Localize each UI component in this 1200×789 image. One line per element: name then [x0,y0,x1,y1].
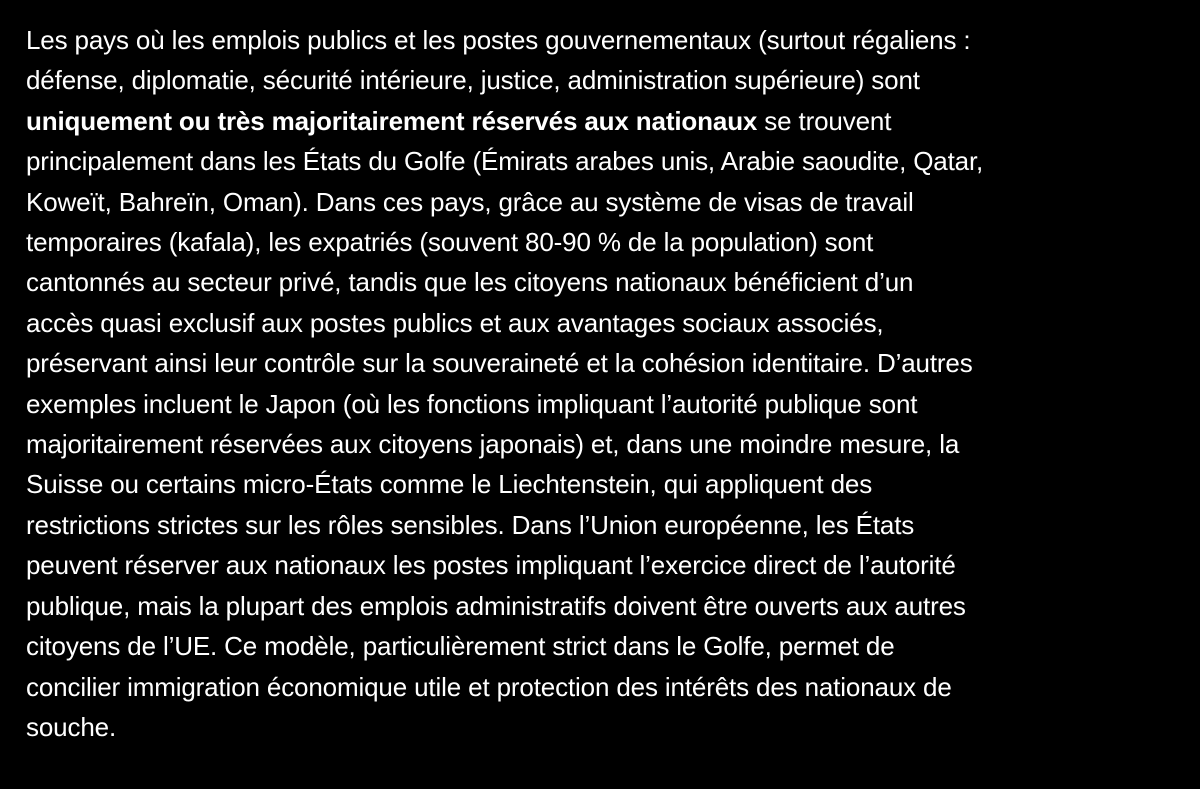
message-text [26,20,1186,747]
message-line: accès quasi exclusif aux postes publics et aux avantages sociaux associés, [26,307,884,338]
message-line: peuvent réserver aux nationaux les postes impliquant l’exercice direct de l’autorité [26,550,956,581]
bold-phrase: uniquement ou très majoritairement réservés aux nationaux [26,105,758,136]
message-line: préservant ainsi leur contrôle sur la souveraineté et la cohésion identitaire. D’autres [26,348,973,379]
message-line: Suisse ou certains micro-États comme le Liechtenstein, qui appliquent des [26,469,873,500]
message-line-rest: se trouvent [757,105,892,136]
message-line: principalement dans les États du Golfe (Émirats arabes unis, Arabie saoudite, Qatar, [26,146,984,177]
message-line: Les pays où les emplois publics et les postes gouvernementaux (surtout régaliens : [26,25,971,55]
message-line: Koweït, Bahreïn, Oman). Dans ces pays, grâce au système de visas de travail [26,186,914,217]
message-line: citoyens de l’UE. Ce modèle, particulièrement strict dans le Golfe, permet de [26,631,895,662]
message-line: publique, mais la plupart des emplois administratifs doivent être ouverts aux autres [26,590,966,621]
message-line-bold [26,101,1186,141]
message-line: restrictions strictes sur les rôles sensibles. Dans l’Union européenne, les États [26,509,915,540]
message-line: majoritairement réservées aux citoyens japonais) et, dans une moindre mesure, la [26,429,960,460]
message-line: cantonnés au secteur privé, tandis que les citoyens nationaux bénéficient d’un [26,267,914,298]
message-line: temporaires (kafala), les expatriés (souvent 80-90 % de la population) sont [26,227,874,258]
message-line: défense, diplomatie, sécurité intérieure, justice, administration supérieure) sont [26,65,920,96]
message-line: souche. [26,711,117,742]
message-line: exemples incluent le Japon (où les fonctions impliquant l’autorité publique sont [26,388,918,419]
message-line: concilier immigration économique utile et protection des intérêts des nationaux de [26,671,952,702]
